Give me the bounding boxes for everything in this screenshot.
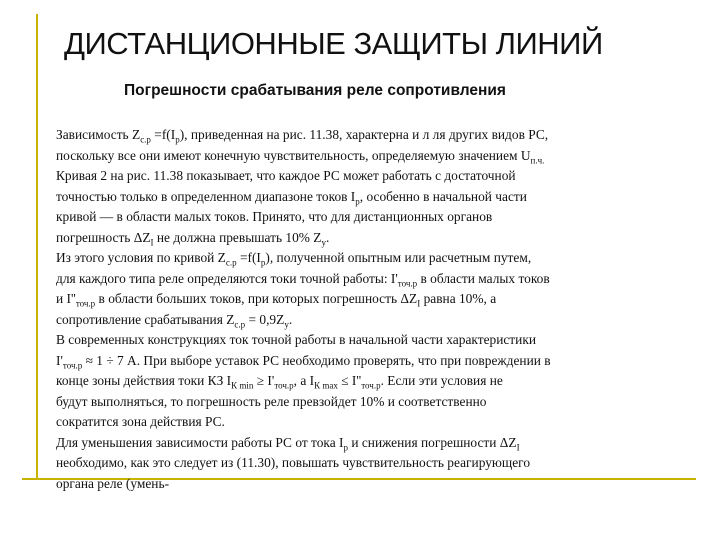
subscript: п.ч. <box>530 155 545 166</box>
text-run: Кривая 2 на рис. 11.38 показывает, что каждое РС может работать с достаточной <box>56 168 516 183</box>
text-run: равна 10%, а <box>420 291 497 306</box>
subscript: у <box>284 319 289 330</box>
text-run: сократится зона действия РС. <box>56 414 225 429</box>
text-line <box>56 146 696 167</box>
text-run: Для уменьшения зависимости работы РС от тока I <box>56 434 344 450</box>
text-run: необходимо, как это следует из (11.30), повышать чувствительность реагирующего <box>56 455 531 470</box>
text-run: не должна превышать 10% Z <box>153 229 322 245</box>
text-run: I' <box>56 352 63 368</box>
text-run: В современных конструкциях ток точной работы в начальной части характеристики <box>56 332 537 347</box>
text-line <box>56 371 696 392</box>
subscript: р <box>355 196 360 207</box>
text-run: ), приведенная на рис. 11.38, характерна и л ля других видов РС, <box>179 127 549 142</box>
subscript: К min <box>231 380 254 391</box>
text-line <box>56 166 696 187</box>
subscript: точ.р <box>361 380 381 391</box>
text-line <box>56 269 696 290</box>
text-line <box>56 248 696 269</box>
subscript: точ.р <box>397 278 418 289</box>
text-run: в области малых токов <box>417 270 550 286</box>
text-line <box>56 392 696 413</box>
body-text <box>56 125 696 494</box>
text-run: кривой — в области малых токов. Принято, что для дистанционных органов <box>56 209 493 224</box>
text-line <box>56 187 696 208</box>
subscript: у <box>321 237 326 248</box>
subscript: точ.р <box>62 360 83 371</box>
subscript: с.р <box>140 134 151 145</box>
subscript: К max <box>314 380 338 391</box>
subscript: точ.р <box>75 298 96 309</box>
text-run: =f(I <box>150 127 176 142</box>
text-run: поскольку все они имеют конечную чувствительность, определяемую значением U <box>56 147 531 163</box>
text-line <box>56 289 696 310</box>
subscript: р <box>260 257 266 268</box>
subscript: точ.р <box>274 380 294 391</box>
subscript: с.р <box>225 257 237 268</box>
subscript: с.р <box>234 319 246 330</box>
text-line <box>56 474 696 495</box>
text-line <box>56 351 696 372</box>
text-run: , особенно в начальной части <box>359 188 527 204</box>
text-run: . <box>326 229 330 245</box>
text-run: ), полученной опытным или расчетным путем, <box>265 250 532 265</box>
decorative-vertical-rule <box>36 14 38 480</box>
text-run: для каждого типа реле определяются токи точной работы: I' <box>56 270 398 286</box>
text-line <box>56 330 696 351</box>
text-line <box>56 412 696 433</box>
text-line <box>56 310 696 331</box>
subscript: I <box>150 237 154 248</box>
text-line <box>56 125 696 146</box>
subscript: р <box>175 134 180 145</box>
subscript: I <box>417 298 421 309</box>
slide-title: ДИСТАНЦИОННЫЕ ЗАЩИТЫ ЛИНИЙ <box>64 26 603 61</box>
text-run: и снижения погрешности ΔZ <box>347 434 517 450</box>
subscript: I <box>516 442 520 453</box>
subscript: р <box>343 442 348 453</box>
text-run: органа реле (умень- <box>56 475 170 491</box>
text-run: в области больших токов, при которых погрешность ΔZ <box>95 291 418 306</box>
slide-subtitle: Погрешности срабатывания реле сопротивления <box>124 82 506 99</box>
text-run: , а I <box>293 373 315 388</box>
text-run: . <box>288 311 293 327</box>
text-run: точностью только в определенном диапазоне токов I <box>56 188 356 204</box>
text-run: сопротивление срабатывания Z <box>56 311 235 327</box>
text-run: погрешность ΔZ <box>56 229 151 245</box>
text-run: будут выполняться, то погрешность реле превзойдет 10% и соответственно <box>56 393 487 409</box>
text-run: = 0,9Z <box>245 311 285 327</box>
text-run: ≈ 1 ÷ 7 А. При выборе уставок РС необходимо проверять, что при повреждении в <box>82 352 551 368</box>
text-line <box>56 433 696 454</box>
text-run: и I'' <box>56 291 76 306</box>
text-run: Зависимость Z <box>56 127 141 142</box>
text-run: Из этого условия по кривой Z <box>56 250 226 265</box>
text-run: конце зоны действия токи КЗ I <box>56 373 232 388</box>
text-run: . Если эти условия не <box>380 373 503 388</box>
text-run: ≤ I'' <box>337 373 362 388</box>
text-run: =f(I <box>236 250 261 265</box>
text-line <box>56 453 696 474</box>
text-line <box>56 228 696 249</box>
text-run: ≥ I' <box>253 373 275 388</box>
text-line <box>56 207 696 228</box>
